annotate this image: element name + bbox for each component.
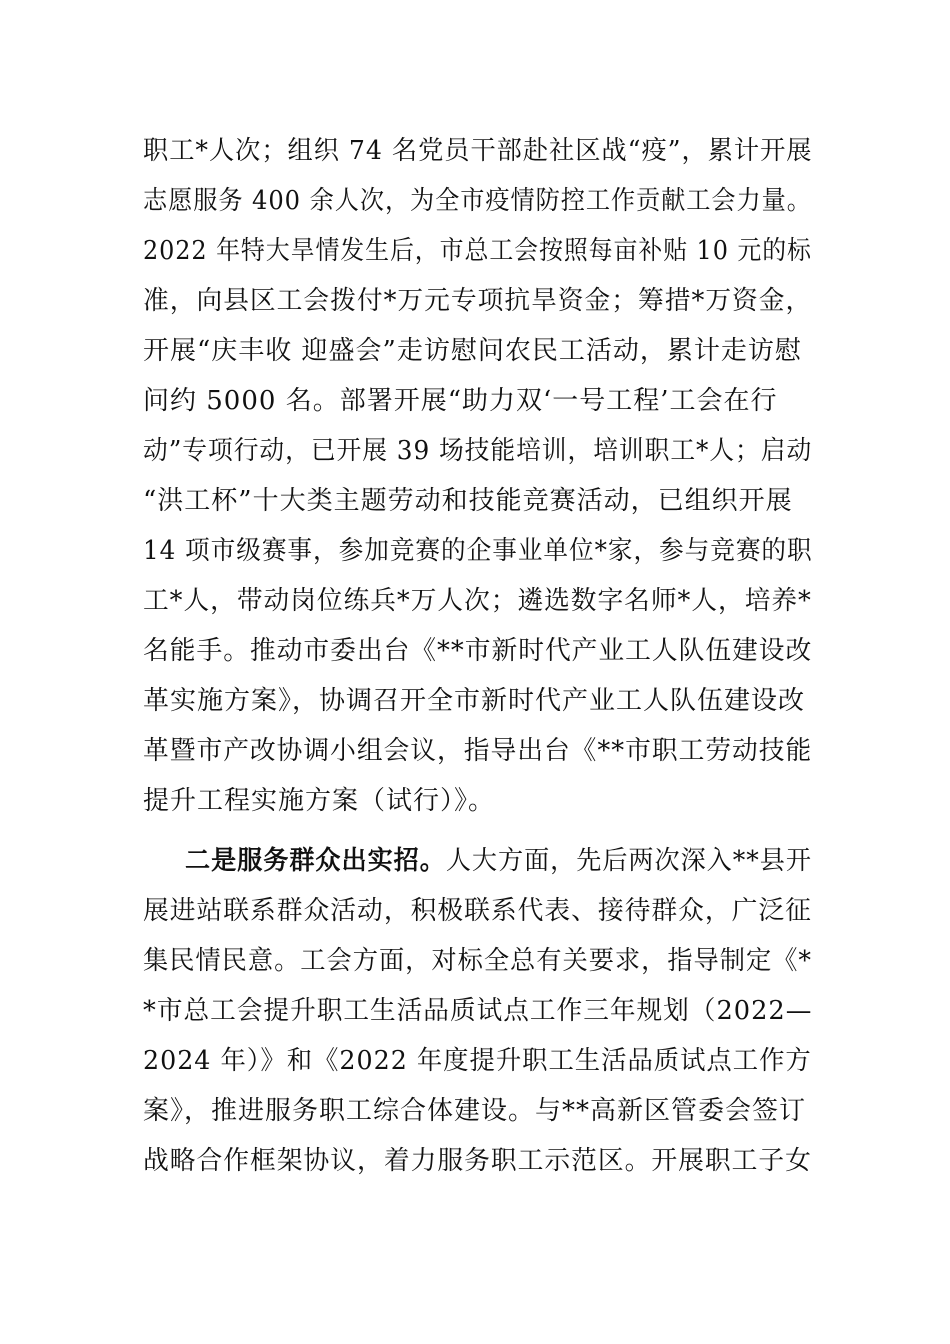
paragraph-line: 名能手。推动市委出台《**市新时代产业工人队伍建设改 [143, 636, 813, 666]
paragraph-line: “洪工杯”十大类主题劳动和技能竞赛活动，已组织开展 [143, 486, 793, 516]
paragraph-line: 提升工程实施方案（试行）》。 [143, 786, 496, 816]
paragraph-line: 2022 年特大旱情发生后，市总工会按照每亩补贴 10 元的标 [143, 236, 812, 266]
paragraph-line: 准，向县区工会拨付*万元专项抗旱资金；筹措*万资金， [143, 286, 813, 316]
paragraph-line: 职工*人次；组织 74 名党员干部赴社区战“疫”，累计开展 [143, 136, 813, 166]
paragraph-line: 革暨市产改协调小组会议，指导出台《**市职工劳动技能 [143, 736, 813, 766]
paragraph-line: 工*人，带动岗位练兵*万人次；遴选数字名师*人，培养* [143, 586, 812, 616]
paragraph-2-heading: 二是服务群众出实招。 [185, 846, 446, 876]
paragraph-2-first-line [185, 844, 812, 878]
paragraph-line: 14 项市级赛事，参加竞赛的企事业单位*家，参与竞赛的职 [143, 536, 813, 566]
paragraph-line: 志愿服务 400 余人次，为全市疫情防控工作贡献工会力量。 [143, 186, 812, 216]
paragraph-line: 案》，推进服务职工综合体建设。与**高新区管委会签订 [143, 1096, 807, 1126]
paragraph-line: 2024 年）》和《2022 年度提升职工生活品质试点工作方 [143, 1046, 812, 1076]
paragraph-line: 问约 5000 名。部署开展“助力双‘一号工程’工会在行 [143, 386, 778, 416]
paragraph-line: 战略合作框架协议，着力服务职工示范区。开展职工子女 [143, 1146, 812, 1176]
paragraph-line: 展进站联系群众活动，积极联系代表、接待群众，广泛征 [143, 896, 812, 926]
paragraph-line: 动”专项行动，已开展 39 场技能培训，培训职工*人；启动 [143, 436, 813, 466]
paragraph-line: *市总工会提升职工生活品质试点工作三年规划（2022— [143, 996, 813, 1026]
paragraph-line: 集民情民意。工会方面，对标全总有关要求，指导制定《* [143, 946, 813, 976]
paragraph-line: 开展“庆丰收 迎盛会”走访慰问农民工活动，累计走访慰 [143, 336, 802, 366]
paragraph-2-first-text: 人大方面，先后两次深入**县开 [445, 846, 812, 876]
paragraph-line: 革实施方案》，协调召开全市新时代产业工人队伍建设改 [143, 686, 806, 716]
